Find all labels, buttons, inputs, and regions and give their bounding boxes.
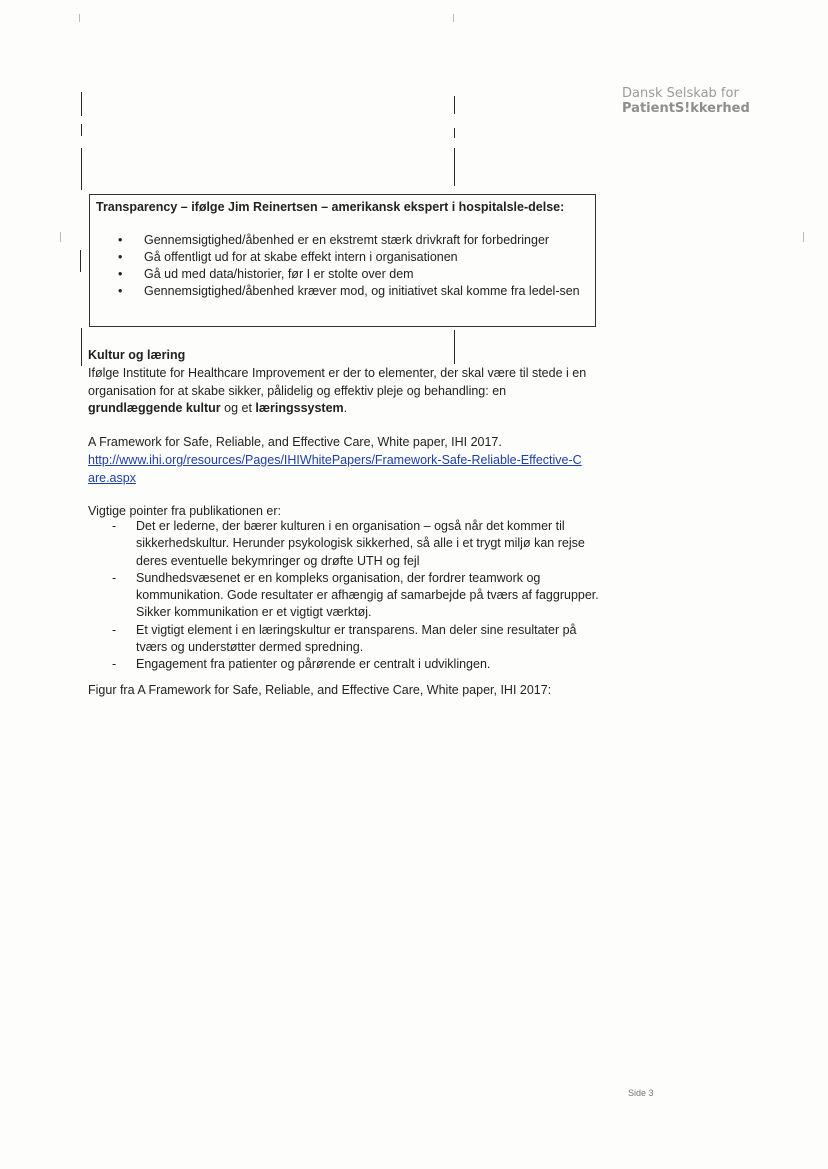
logo bbox=[622, 86, 772, 116]
list-item: - Sundhedsvæsenet er en kompleks organisation, der fordrer teamwork og kommunikation. Gode resultater er afhængig af samarbejde på tværs af faggrupper. Sikker kommunikation er et vigtigt værktøj. bbox=[112, 570, 602, 622]
transparency-title: Transparency – ifølge Jim Reinertsen – amerikansk ekspert i hospitalsle-delse: bbox=[96, 200, 565, 214]
culture-bold-1: grundlæggende kultur bbox=[88, 401, 221, 415]
points-intro: Vigtige pointer fra publikationen er: bbox=[88, 504, 281, 518]
list-item: • Gennemsigtighed/åbenhed kræver mod, og initiativet skal komme fra ledel-sen bbox=[118, 283, 588, 300]
list-item: • Gå ud med data/historier, før I er stolte over dem bbox=[118, 266, 588, 283]
culture-bold-2: læringssystem bbox=[255, 401, 344, 415]
scan-line bbox=[81, 148, 82, 190]
scan-speck bbox=[453, 14, 454, 22]
scan-line bbox=[81, 92, 82, 116]
transparency-bullet-list bbox=[118, 232, 588, 300]
list-item: - Engagement fra patienter og pårørende er centralt i udviklingen. bbox=[112, 656, 602, 673]
culture-end: . bbox=[343, 401, 348, 415]
reference-citation: A Framework for Safe, Reliable, and Effective Care, White paper, IHI 2017. bbox=[88, 435, 502, 449]
figure-caption: Figur fra A Framework for Safe, Reliable, and Effective Care, White paper, IHI 2017: bbox=[88, 683, 552, 697]
logo-line-2: PatientS!kkerhed bbox=[622, 101, 750, 116]
culture-paragraph bbox=[88, 365, 598, 418]
scan-line bbox=[81, 328, 82, 366]
list-item: - Det er lederne, der bærer kulturen i en organisation – også når det kommer til sikkerhedskultur. Herunder psykologisk sikkerhed, så alle i et trygt miljø kan rejse deres eventuelle bekymringer og drøfte UTH og fejl bbox=[112, 518, 602, 570]
page-number: Side 3 bbox=[628, 1088, 654, 1098]
scan-line bbox=[454, 128, 455, 138]
scan-speck bbox=[803, 232, 804, 242]
scan-line bbox=[454, 96, 455, 114]
logo-line-1: Dansk Selskab for bbox=[622, 86, 739, 101]
scan-line bbox=[80, 250, 81, 272]
list-item: • Gennemsigtighed/åbenhed er en ekstremt stærk drivkraft for forbedringer bbox=[118, 232, 588, 249]
list-item: • Gå offentligt ud for at skabe effekt intern i organisationen bbox=[118, 249, 588, 266]
section-heading: Kultur og læring bbox=[88, 348, 186, 362]
reference-link[interactable]: http://www.ihi.org/resources/Pages/IHIWhitePapers/Framework-Safe-Reliable-Effective-Care.aspx bbox=[88, 453, 582, 485]
list-item: - Et vigtigt element i en læringskultur er transparens. Man deler sine resultater på tværs og understøtter dermed spredning. bbox=[112, 622, 602, 657]
scan-line bbox=[454, 148, 455, 186]
points-list bbox=[112, 518, 602, 674]
scan-line bbox=[81, 124, 82, 136]
culture-intro: Ifølge Institute for Healthcare Improvement er der to elementer, der skal være til stede i en organisation for at skabe sikker, pålidelig og effektiv pleje og behandling: en bbox=[88, 366, 587, 398]
scan-speck bbox=[79, 14, 80, 22]
scan-speck bbox=[60, 232, 61, 242]
culture-and: og et bbox=[224, 401, 252, 415]
scan-line bbox=[454, 330, 455, 364]
